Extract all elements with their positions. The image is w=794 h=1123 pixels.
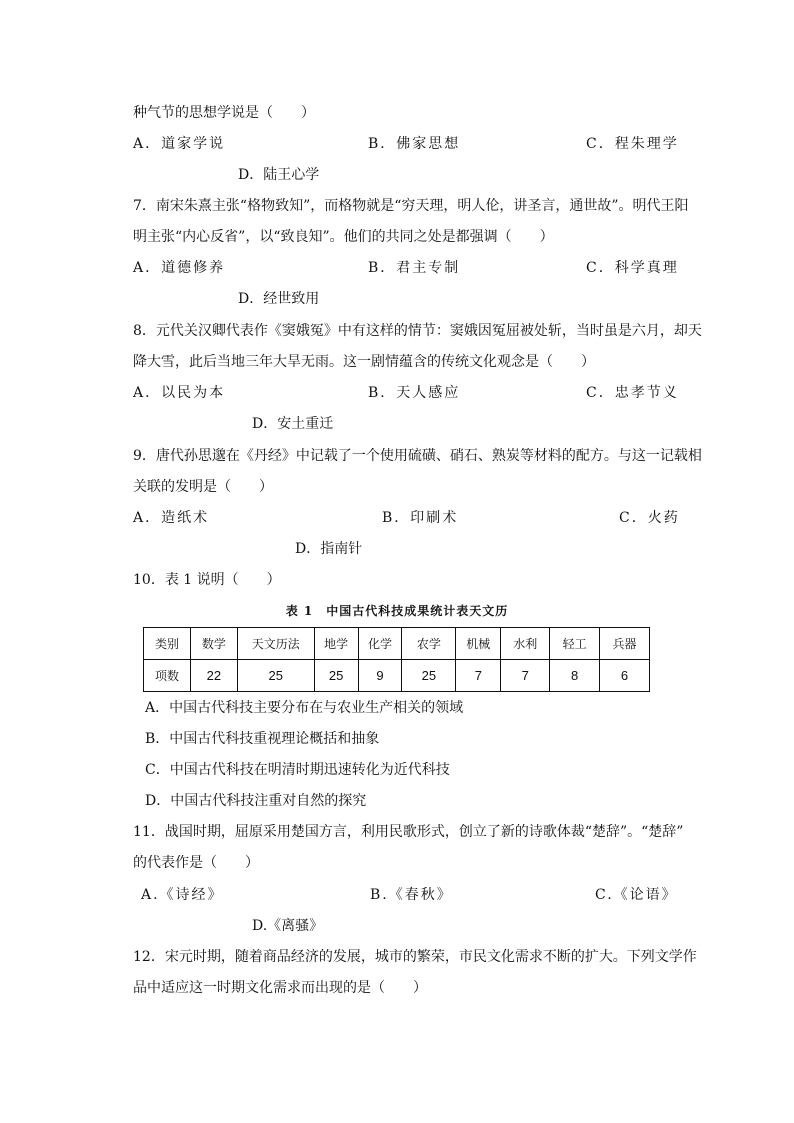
table-cell: 25 bbox=[237, 660, 314, 692]
table-cell: 7 bbox=[456, 660, 501, 692]
table-cell: 22 bbox=[190, 660, 237, 692]
table-cell: 8 bbox=[550, 660, 600, 692]
science-stats-table bbox=[143, 627, 650, 692]
table-header-cell: 机械 bbox=[456, 628, 501, 660]
q7-stem-line2: 明主张“内心反省”，以“致良知”。他们的共同之处是都强调（ ） bbox=[133, 229, 554, 245]
q7-option-c: C．科学真理 bbox=[586, 260, 679, 276]
q6-option-d: D．陆王心学 bbox=[238, 167, 320, 183]
q7-stem-line1: 7．南宋朱熹主张“格物致知”，而格物就是“穷天理，明人伦，讲圣言，通世故”。明代王阳 bbox=[133, 198, 689, 214]
q11-option-b: B.《春秋》 bbox=[370, 887, 453, 903]
q11-option-d: D.《离骚》 bbox=[252, 918, 324, 934]
q9-stem-line1: 9．唐代孙思邈在《丹经》中记载了一个使用硫磺、硝石、熟炭等材料的配方。与这一记载相 bbox=[133, 448, 702, 464]
table-caption: 表 1 中国古代科技成果统计表天文历 bbox=[285, 604, 509, 618]
q9-option-d: D．指南针 bbox=[295, 541, 363, 557]
table-cell: 6 bbox=[600, 660, 650, 692]
q9-option-b: B．印刷术 bbox=[382, 510, 459, 526]
table-header-cell: 地学 bbox=[314, 628, 358, 660]
q7-option-a: A．道德修养 bbox=[133, 260, 226, 276]
table-row bbox=[144, 660, 650, 692]
q10-option-d: D．中国古代科技注重对自然的探究 bbox=[145, 793, 367, 809]
table-cell: 25 bbox=[314, 660, 358, 692]
q10-option-b: B．中国古代科技重视理论概括和抽象 bbox=[145, 731, 380, 747]
table-header-cell: 数学 bbox=[190, 628, 237, 660]
q10-stem: 10．表 1 说明（ ） bbox=[133, 572, 281, 588]
table-cell: 25 bbox=[402, 660, 456, 692]
table-header-cell: 类别 bbox=[144, 628, 191, 660]
q6-option-c: C．程朱理学 bbox=[586, 136, 679, 152]
q8-option-b: B．天人感应 bbox=[368, 385, 461, 401]
q9-option-a: A．造纸术 bbox=[133, 510, 210, 526]
q11-option-c: C.《论语》 bbox=[595, 887, 678, 903]
q9-stem-line2: 关联的发明是（ ） bbox=[133, 479, 273, 495]
table-header-cell: 化学 bbox=[358, 628, 402, 660]
table-cell: 7 bbox=[501, 660, 550, 692]
q12-stem-line1: 12．宋元时期，随着商品经济的发展，城市的繁荣，市民文化需求不断的扩大。下列文学作 bbox=[133, 949, 697, 965]
q8-option-a: A．以民为本 bbox=[133, 385, 226, 401]
table-cell: 9 bbox=[358, 660, 402, 692]
table-header-cell: 农学 bbox=[402, 628, 456, 660]
q8-option-c: C．忠孝节义 bbox=[586, 385, 679, 401]
table-header-cell: 天文历法 bbox=[237, 628, 314, 660]
q7-option-d: D．经世致用 bbox=[238, 291, 320, 307]
q8-option-d: D．安土重迁 bbox=[252, 416, 334, 432]
table-header-cell: 水利 bbox=[501, 628, 550, 660]
table-header-cell: 轻工 bbox=[550, 628, 600, 660]
q8-stem-line1: 8．元代关汉卿代表作《窦娥冤》中有这样的情节：窦娥因冤屈被处斩，当时虽是六月，却天 bbox=[133, 323, 702, 339]
q11-stem-line1: 11．战国时期，屈原采用楚国方言，利用民歌形式，创立了新的诗歌体裁“楚辞”。“楚辞” bbox=[133, 824, 684, 840]
q12-stem-line2: 品中适应这一时期文化需求而出现的是（ ） bbox=[133, 980, 427, 996]
table-header-row bbox=[144, 628, 650, 660]
q6-option-b: B．佛家思想 bbox=[368, 136, 461, 152]
table-header-cell: 兵器 bbox=[600, 628, 650, 660]
q10-option-c: C．中国古代科技在明清时期迅速转化为近代科技 bbox=[145, 762, 450, 778]
q6-stem-continuation: 种气节的思想学说是（ ） bbox=[133, 105, 315, 121]
table-row-label: 项数 bbox=[144, 660, 191, 692]
q7-option-b: B．君主专制 bbox=[368, 260, 461, 276]
q11-option-a: A.《诗经》 bbox=[141, 887, 224, 903]
q10-option-a: A．中国古代科技主要分布在与农业生产相关的领域 bbox=[145, 700, 464, 716]
q9-option-c: C．火药 bbox=[619, 510, 680, 526]
q11-stem-line2: 的代表作是（ ） bbox=[133, 855, 259, 871]
q6-option-a: A．道家学说 bbox=[133, 136, 226, 152]
q8-stem-line2: 降大雪，此后当地三年大旱无雨。这一剧情蕴含的传统文化观念是（ ） bbox=[133, 354, 595, 370]
